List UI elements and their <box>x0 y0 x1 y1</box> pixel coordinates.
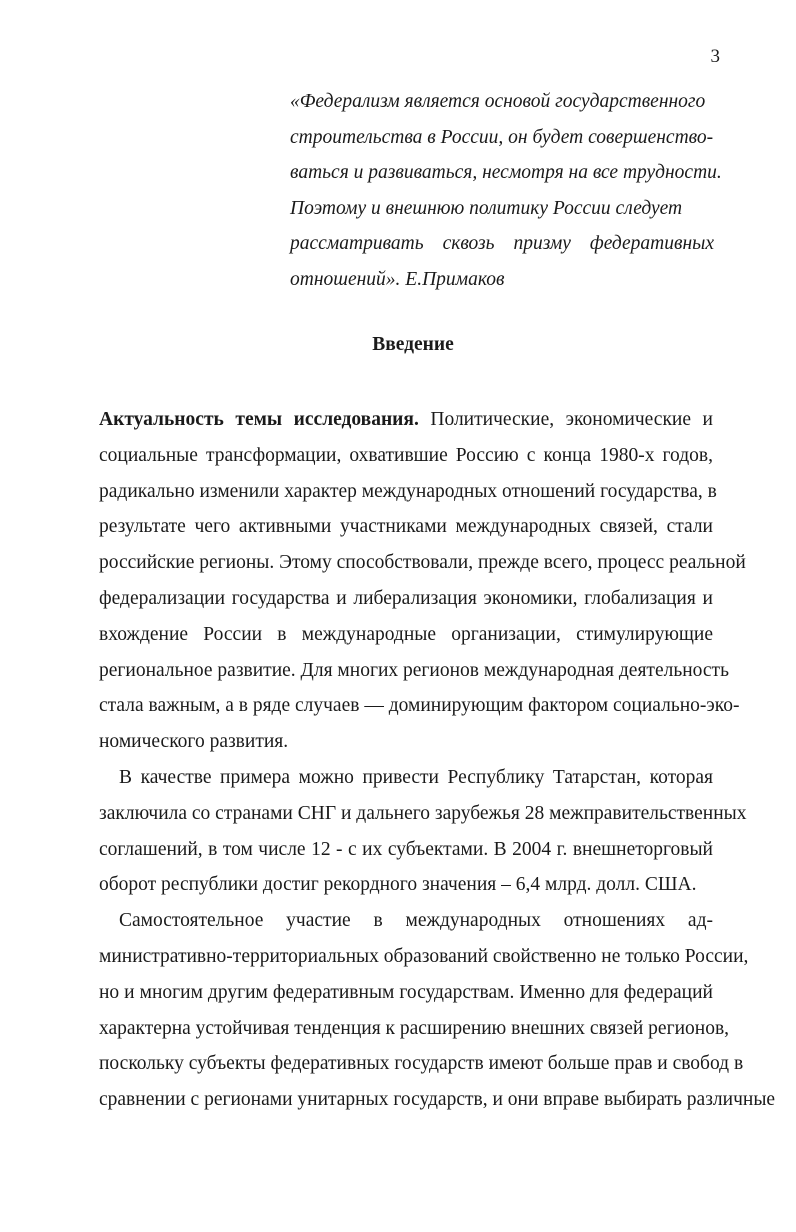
paragraph-line: федерализации государства и либерализация экономики, глобализация и <box>99 587 713 609</box>
paragraph-line: министративно-территориальных образований свойственно не только России, <box>99 945 749 967</box>
paragraph-line: региональное развитие. Для многих регионов международная деятельность <box>99 659 729 681</box>
page-number: 3 <box>710 46 720 67</box>
section-title: Введение <box>372 334 454 355</box>
paragraph-line: В качестве примера можно привести Республику Татарстан, которая <box>119 766 713 788</box>
epigraph-line: строительства в России, он будет совершенство- <box>290 126 714 148</box>
epigraph-line: «Федерализм является основой государственного <box>290 91 706 112</box>
paragraph-line: оборот республики достиг рекордного значения – 6,4 млрд. долл. США. <box>99 874 697 896</box>
epigraph-line: ваться и развиваться, несмотря на все трудности. <box>290 162 722 183</box>
body-text <box>99 402 776 1118</box>
paragraph-line: сравнении с регионами унитарных государств, и они вправе выбирать различные <box>99 1089 776 1111</box>
paragraph-line: радикально изменили характер международных отношений государства, в <box>99 480 717 502</box>
paragraph-line: поскольку субъекты федеративных государств имеют больше прав и свобод в <box>99 1053 744 1075</box>
paragraph-line: стала важным, а в ряде случаев — доминирующим фактором социально-эко- <box>99 695 740 717</box>
lead-heading: Актуальность темы исследования. <box>99 409 419 430</box>
epigraph-line: отношений». Е.Примаков <box>290 268 505 290</box>
paragraph-line <box>99 402 713 438</box>
paragraph-line: но и многим другим федеративным государствам. Именно для федераций <box>99 981 713 1003</box>
paragraph-line: номического развития. <box>99 731 289 753</box>
paragraph-line: Самостоятельное участие в международных отношениях ад- <box>119 910 713 932</box>
paragraph-line: российские регионы. Этому способствовали, прежде всего, процесс реальной <box>99 552 746 574</box>
paragraph-line: социальные трансформации, охватившие Россию с конца 1980-х годов, <box>99 444 713 466</box>
paragraph-line: заключила со странами СНГ и дальнего зарубежья 28 межправительственных <box>99 802 747 824</box>
epigraph-line: Поэтому и внешнюю политику России следует <box>290 197 683 219</box>
epigraph <box>290 84 722 297</box>
paragraph-line: вхождение России в международные организации, стимулирующие <box>99 623 713 645</box>
paragraph-line: результате чего активными участниками международных связей, стали <box>99 516 713 538</box>
paragraph-line: характерна устойчивая тенденция к расширению внешних связей регионов, <box>99 1017 730 1039</box>
epigraph-line: рассматривать сквозь призму федеративных <box>290 233 714 254</box>
lead-text: Политические, экономические и <box>418 409 713 430</box>
paragraph-line: соглашений, в том числе 12 - с их субъектами. В 2004 г. внешнеторговый <box>99 838 713 860</box>
